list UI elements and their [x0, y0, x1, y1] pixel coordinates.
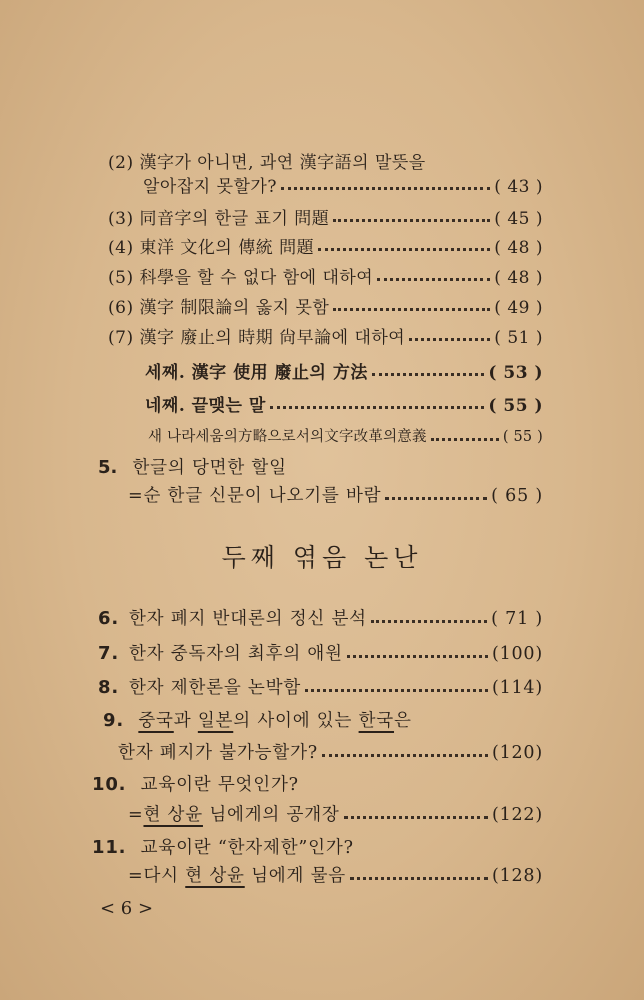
toc-chapter-fourth-page: ( 55 ): [488, 396, 543, 416]
toc-entry-3-label: (3) 同音字의 한글 표기 問題: [108, 209, 330, 229]
toc-entry-3: [108, 204, 543, 229]
toc-item-8-number: 8.: [98, 677, 119, 698]
leader-dots: [347, 655, 488, 658]
leader-dots: [350, 877, 488, 880]
toc-chapter-third: [145, 358, 543, 383]
section-title: 두째 엮음 논난: [221, 543, 423, 572]
underlined-japan: 일본: [197, 711, 234, 731]
text-between: 의 사이에 있는: [233, 711, 359, 731]
toc-chapter-fourth: [145, 391, 543, 416]
text-and: 과: [173, 711, 198, 731]
toc-chapter-third-page: ( 53 ): [488, 363, 543, 383]
toc-entry-6-label: (6) 漢字 制限論의 옳지 못함: [108, 298, 330, 318]
toc-item-11-title: 교육이란 “한자제한”인가?: [140, 838, 354, 858]
page-number: < 6 >: [100, 898, 154, 919]
text-open-letter: 님에게의 공개장: [202, 805, 340, 825]
toc-item-5-line1: [98, 454, 287, 479]
leader-dots: [333, 308, 490, 311]
leader-dots: [409, 338, 490, 341]
toc-item-8: [98, 674, 543, 699]
leader-dots: [270, 406, 485, 409]
leader-dots: [333, 219, 490, 222]
toc-item-9-line1: [103, 707, 412, 732]
toc-item-10-subtitle: [128, 801, 340, 826]
toc-entry-appendix-page: ( 55 ): [502, 429, 543, 445]
toc-item-9-subtitle: 한자 폐지가 불가능할가?: [118, 743, 318, 763]
toc-entry-5-label: (5) 科學을 할 수 없다 함에 대하여: [108, 268, 374, 288]
toc-item-6-label: 한자 폐지 반대론의 정신 분석: [128, 609, 367, 629]
underlined-korea: 한국: [358, 711, 395, 731]
underlined-china: 중국: [138, 711, 174, 731]
toc-entry-appendix: [148, 425, 543, 446]
toc-chapter-fourth-label: 네째. 끝맺는 말: [145, 396, 266, 416]
toc-item-8-label: 한자 제한론을 논박함: [128, 678, 302, 698]
leader-dots: [318, 248, 490, 251]
toc-item-7-number: 7.: [98, 643, 119, 664]
text-topic-particle: 은: [394, 711, 412, 731]
leader-dots: [322, 754, 488, 757]
toc-item-5-title: 한글의 당면한 할일: [132, 458, 287, 478]
text-asking: 님에게 물음: [244, 866, 346, 886]
text-again: =다시: [128, 866, 186, 886]
toc-entry-7-label: (7) 漢字 廢止의 時期 尙早論에 대하여: [108, 328, 406, 348]
toc-item-5-subtitle: =순 한글 신문이 나오기를 바람: [128, 486, 382, 506]
leader-dots: [281, 187, 490, 190]
toc-item-6: [98, 605, 543, 630]
toc-entry-2-line2: [143, 172, 543, 197]
leader-dots: [431, 438, 499, 441]
leader-dots: [305, 689, 488, 692]
toc-item-5-number: 5.: [98, 457, 118, 478]
toc-item-10-line2: [128, 801, 543, 826]
toc-item-9-number: 9.: [103, 710, 124, 731]
toc-entry-4-page: ( 48 ): [494, 238, 543, 258]
toc-item-6-page: ( 71 ): [491, 609, 543, 629]
toc-item-7-label: 한자 중독자의 최후의 애원: [128, 644, 343, 664]
toc-entry-4: [108, 233, 543, 258]
underlined-name: 현 상윤: [143, 805, 203, 825]
toc-item-11-number: 11.: [92, 837, 127, 858]
toc-item-11-page: (128): [491, 866, 543, 886]
toc-entry-2-label: 알아잡지 못할가?: [143, 177, 277, 197]
underlined-name: 현 상윤: [185, 866, 245, 886]
toc-entry-2-page: ( 43 ): [494, 177, 543, 197]
toc-entry-5-page: ( 48 ): [494, 268, 543, 288]
toc-entry-appendix-label: 새 나라세움의方略으로서의文字改革의意義: [148, 429, 427, 445]
toc-entry-5: [108, 263, 543, 288]
text-equals: =: [128, 805, 144, 825]
toc-item-10-number: 10.: [92, 774, 127, 795]
toc-entry-6-page: ( 49 ): [494, 298, 543, 318]
toc-item-10-page: (122): [491, 805, 543, 825]
toc-entry-7: [108, 323, 543, 348]
toc-item-9-line2: [118, 739, 543, 764]
toc-entry-7-page: ( 51 ): [494, 328, 543, 348]
leader-dots: [372, 373, 485, 376]
toc-chapter-third-label: 세째. 漢字 使用 廢止의 方法: [145, 363, 368, 383]
toc-item-10-line1: [92, 771, 299, 796]
leader-dots: [344, 816, 488, 819]
toc-entry-6: [108, 293, 543, 318]
toc-item-11-line2: [128, 862, 543, 887]
toc-entry-4-label: (4) 東洋 文化의 傳統 問題: [108, 238, 315, 258]
leader-dots: [371, 620, 487, 623]
toc-item-11-line1: [92, 834, 354, 859]
toc-entry-2-line1: (2) 漢字가 아니면, 과연 漢字語의 말뜻을: [108, 153, 426, 173]
toc-item-9-page: (120): [491, 743, 543, 763]
toc-entry-3-page: ( 45 ): [494, 209, 543, 229]
toc-item-11-subtitle: [128, 862, 346, 887]
toc-item-10-title: 교육이란 무엇인가?: [140, 775, 299, 795]
toc-item-5-page: ( 65 ): [491, 486, 543, 506]
toc-item-6-number: 6.: [98, 608, 119, 629]
leader-dots: [377, 278, 490, 281]
toc-item-5-line2: [128, 482, 543, 507]
toc-item-8-page: (114): [491, 678, 543, 698]
toc-item-7: [98, 640, 543, 665]
leader-dots: [385, 497, 487, 500]
toc-item-7-page: (100): [491, 644, 543, 664]
